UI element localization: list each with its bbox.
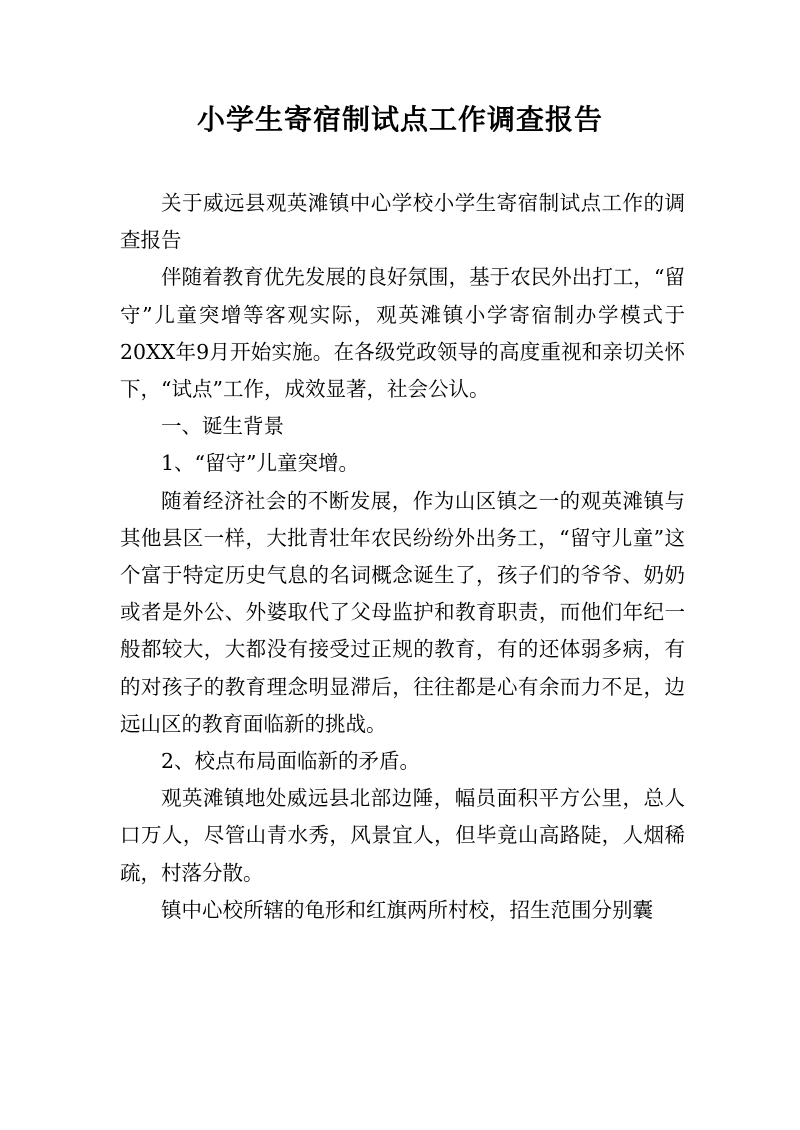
document-title: 小学生寄宿制试点工作调查报告 (196, 103, 603, 136)
paragraph: 关于威远县观英滩镇中心学校小学生寄宿制试点工作的调查报告 (120, 191, 685, 253)
document-body (120, 185, 685, 929)
subsection-heading: 2、校点布局面临新的矛盾。 (161, 749, 421, 774)
paragraph: 镇中心校所辖的龟形和红旗两所村校，招生范围分别囊 (161, 897, 653, 922)
paragraph: 观英滩镇地处威远县北部边陲，幅员面积平方公里，总人口万人，尽管山青水秀，风景宜人，但毕竟山高路陡，人烟稀疏，村落分散。 (120, 786, 685, 885)
paragraph: 伴随着教育优先发展的良好氛围，基于农民外出打工，“留守”儿童突增等客观实际，观英滩镇小学寄宿制办学模式于20XX年9月开始实施。在各级党政领导的高度重视和亲切关怀下，“试点”工作，成效显著，社会公认。 (120, 265, 685, 402)
paragraph: 随着经济社会的不断发展，作为山区镇之一的观英滩镇与其他县区一样，大批青壮年农民纷纷外出务工，“留守儿童”这个富于特定历史气息的名词概念诞生了，孩子们的爷爷、奶奶或者是外公、外婆取代了父母监护和教育职责，而他们年纪一般都较大，大都没有接受过正规的教育，有的还体弱多病，有的对孩子的教育理念明显滞后，往往都是心有余而力不足，边远山区的教育面临新的挑战。 (120, 488, 685, 736)
subsection-heading: 1、“留守”儿童突增。 (161, 451, 360, 476)
section-heading: 一、诞生背景 (161, 414, 284, 439)
